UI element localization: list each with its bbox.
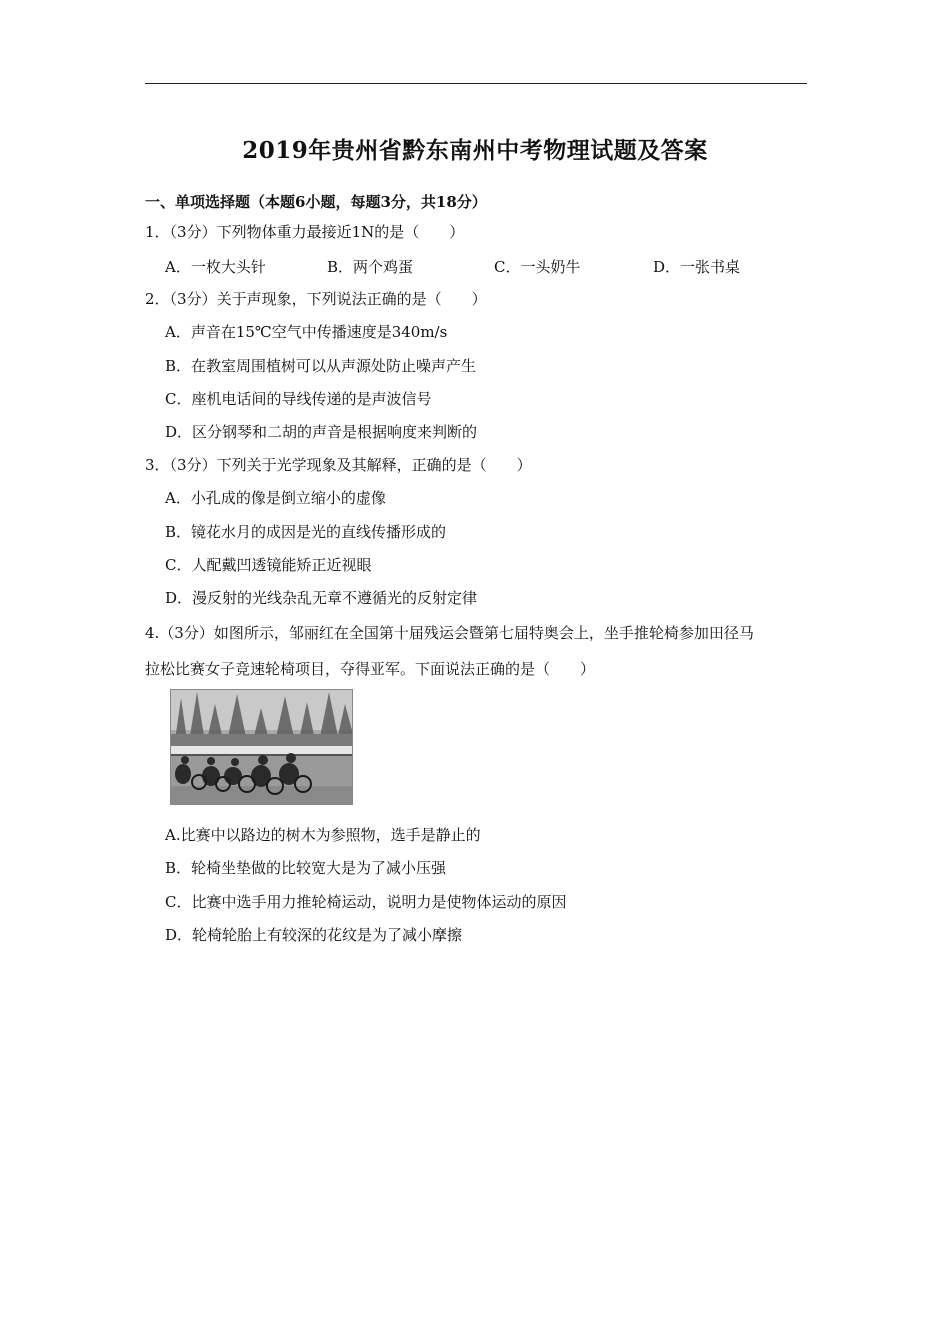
question-4-stem-line-1: 4.（3分）如图所示，邹丽红在全国第十届残运会暨第七届特奥会上，坐手推轮椅参加田径马 — [145, 624, 754, 642]
question-4-stem-line-2: 拉松比赛女子竞速轮椅项目，夺得亚军。下面说法正确的是（ ） — [145, 660, 596, 678]
question-1-option-d: D．一张书桌 — [653, 258, 741, 276]
question-4-option-a: A.比赛中以路边的树木为参照物，选手是静止的 — [165, 826, 481, 844]
header-rule — [145, 83, 807, 84]
section-heading: 一、单项选择题（本题6小题，每题3分，共18分） — [145, 193, 487, 211]
question-3-option-b: B．镜花水月的成因是光的直线传播形成的 — [165, 523, 447, 541]
question-1-option-c: C．一头奶牛 — [494, 258, 581, 276]
question-1-options — [165, 256, 805, 276]
question-2-option-b: B．在教室周围植树可以从声源处防止噪声产生 — [165, 357, 477, 375]
question-1-option-a: A．一枚大头针 — [165, 258, 266, 276]
question-3-option-d: D．漫反射的光线杂乱无章不遵循光的反射定律 — [165, 589, 478, 607]
question-2-stem: 2．（3分）关于声现象，下列说法正确的是（ ） — [145, 290, 487, 308]
page-title: 2019年贵州省黔东南州中考物理试题及答案 — [242, 137, 708, 164]
question-4-option-d: D．轮椅轮胎上有较深的花纹是为了减小摩擦 — [165, 926, 463, 944]
question-2-option-a: A．声音在15℃空气中传播速度是340m/s — [165, 323, 448, 341]
question-3-option-a: A．小孔成的像是倒立缩小的虚像 — [165, 489, 386, 507]
wheelchair-race-photo — [170, 689, 353, 805]
question-2-option-c: C．座机电话间的导线传递的是声波信号 — [165, 390, 432, 408]
question-4-option-c: C．比赛中选手用力推轮椅运动，说明力是使物体运动的原因 — [165, 893, 567, 911]
question-2-option-d: D．区分钢琴和二胡的声音是根据响度来判断的 — [165, 423, 478, 441]
question-1-stem: 1．（3分）下列物体重力最接近1N的是（ ） — [145, 223, 465, 241]
question-1-option-b: B．两个鸡蛋 — [327, 258, 414, 276]
question-3-stem: 3．（3分）下列关于光学现象及其解释，正确的是（ ） — [145, 456, 532, 474]
question-3-option-c: C．人配戴凹透镜能矫正近视眼 — [165, 556, 372, 574]
question-4-option-b: B．轮椅坐垫做的比较宽大是为了减小压强 — [165, 859, 447, 877]
